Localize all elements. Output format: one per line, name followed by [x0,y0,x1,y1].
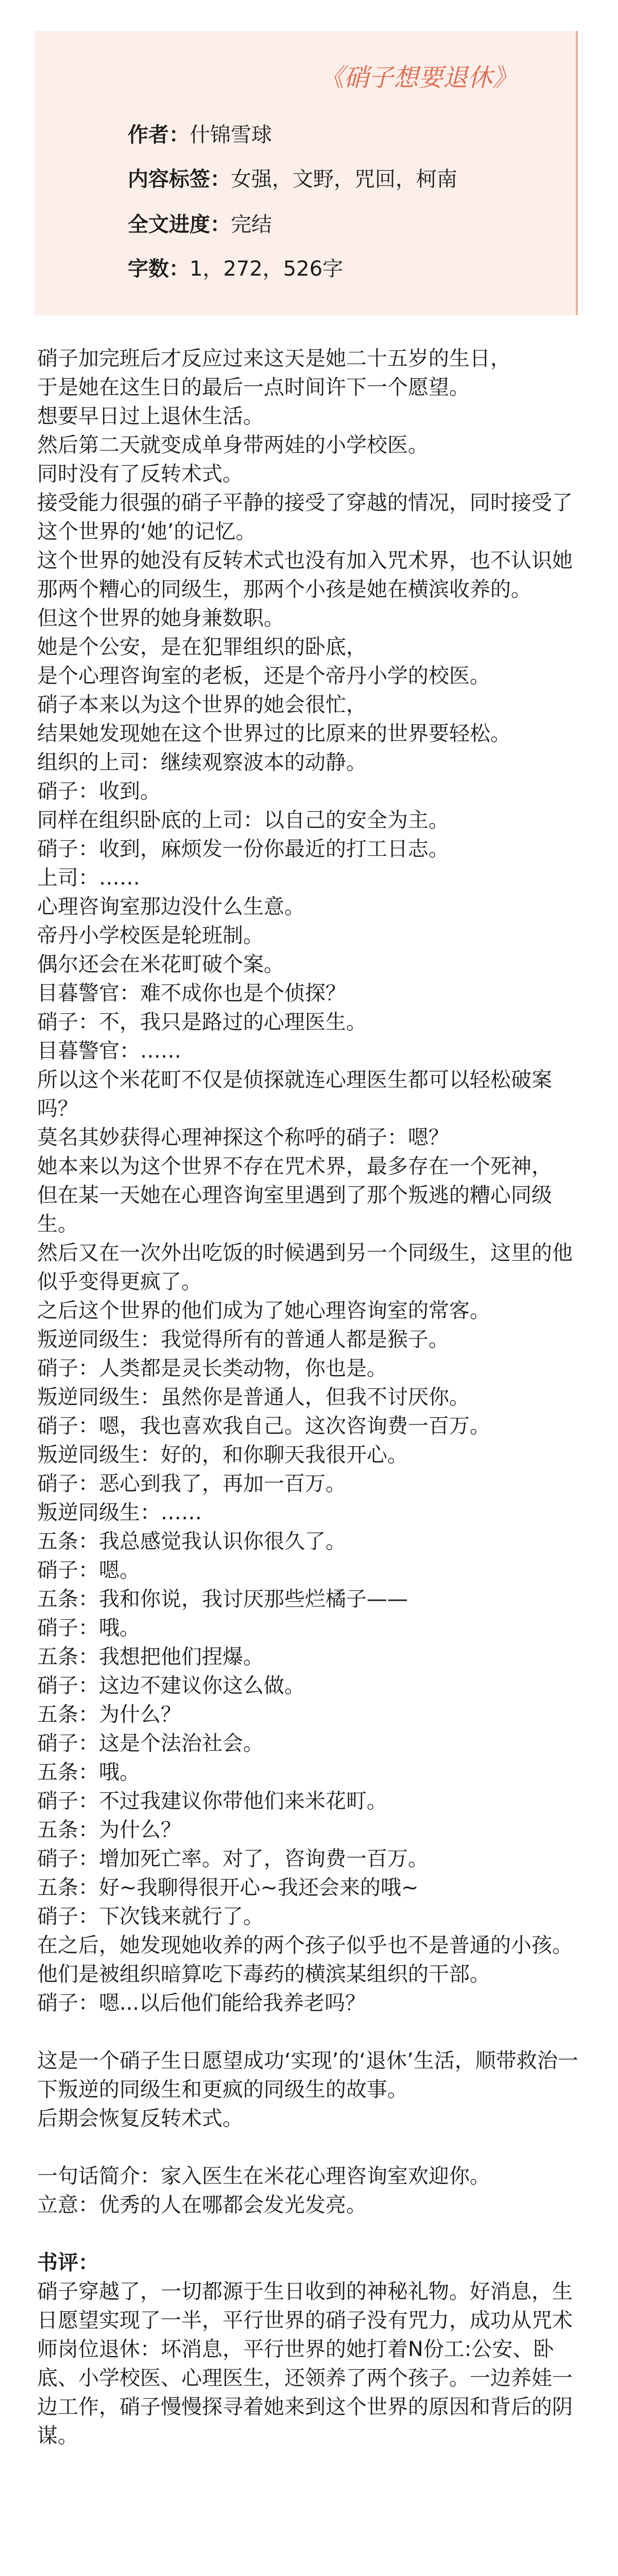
paragraph-gap [37,2133,587,2162]
article-line: 接受能力很强的硝子平静的接受了穿越的情况，同时接受了这个世界的‘她’的记忆。 [37,491,573,544]
progress-row [128,209,550,240]
article-line: 硝子穿越了，一切都源于生日收到的神秘礼物。好消息，生日愿望实现了一半，平行世界的硝子没有咒力，成功从咒术师岗位退休：坏消息，平行世界的她打着N份工:公安、卧底、小学校医、心理医生，还领养了两个孩子。一边养娃一边工作，硝子慢慢探寻着她来到这个世界的原因和背后的阴谋。 [37,2280,573,2448]
tags-value: 女强，文野，咒回，柯南 [231,167,457,191]
article-line: 这个世界的她没有反转术式也没有加入咒术界，也不认识她那两个糟心的同级生，那两个小孩是她在横滨收养的。 [37,549,573,601]
article-line: 硝子：这边不建议你这么做。 [37,1674,305,1698]
article-line: 组织的上司：继续观察波本的动静。 [37,751,367,774]
article-line: 所以这个米花町不仅是侦探就连心理医生都可以轻松破案吗？ [37,1068,552,1121]
article-line: 硝子：恶心到我了，再加一百万。 [37,1472,346,1496]
article-line: 硝子：不过我建议你带他们来米花町。 [37,1789,387,1813]
article-line: 硝子：不，我只是路过的心理医生。 [37,1010,367,1034]
article-line: 五条：我想把他们捏爆。 [37,1645,264,1669]
tags-label: 内容标签： [128,167,231,191]
article-line: 上司：…… [37,866,140,890]
tags-row [128,164,550,195]
article-line: 叛逆同级生：…… [37,1501,202,1524]
article-line: 同样在组织卧底的上司：以自己的安全为主。 [37,808,449,832]
author-label: 作者： [128,123,190,147]
article-line: 她本来以为这个世界不存在咒术界，最多存在一个死神， [37,1155,552,1178]
article-line: 硝子本来以为这个世界的她会很忙， [37,693,367,717]
author-value: 什锦雪球 [190,123,272,147]
article-line: 硝子：嗯...以后他们能给我养老吗？ [37,1991,366,2015]
words-row [128,253,550,284]
article-line: 硝子：这是个法治社会。 [37,1732,264,1755]
article-line: 硝子：哦。 [37,1616,140,1640]
article-line: 硝子加完班后才反应过来这天是她二十五岁的生日， [37,347,511,370]
article-line: 她是个公安，是在犯罪组织的卧底， [37,635,367,659]
article-line: 五条：我和你说，我讨厌那些烂橘子—— [37,1587,408,1611]
article-line: 莫名其妙获得心理神探这个称呼的硝子：嗯？ [37,1126,449,1149]
article-line: 后期会恢复反转术式。 [37,2107,243,2130]
article-line: 想要早日过上退休生活。 [37,404,264,428]
article-line: 于是她在这生日的最后一点时间许下一个愿望。 [37,376,470,399]
progress-label: 全文进度： [128,213,231,236]
article-line: 硝子：下次钱来就行了。 [37,1905,264,1928]
article-line: 硝子：嗯。 [37,1558,140,1582]
article-line: 然后又在一次外出吃饭的时候遇到另一个同级生，这里的他似乎变得更疯了。 [37,1241,573,1294]
article-line: 心理咨询室那边没什么生意。 [37,895,305,919]
article-line: 硝子：嗯，我也喜欢我自己。这次咨询费一百万。 [37,1414,490,1438]
article-line: 五条：为什么？ [37,1703,181,1726]
article-line: 硝子：收到。 [37,779,161,803]
article-line: 五条：好~我聊得很开心~我还会来的哦~ [37,1876,419,1900]
article-line: 他们是被组织暗算吃下毒药的横滨某组织的干部。 [37,1962,490,1986]
article-line: 叛逆同级生：好的，和你聊天我很开心。 [37,1443,408,1467]
article-line: 这是一个硝子生日愿望成功‘实现’的‘退休’生活，顺带救治一下叛逆的同级生和更疯的同级生的故事。 [37,2049,578,2102]
book-title: 《硝子想要退休》 [319,63,518,92]
article-line: 但在某一天她在心理咨询室里遇到了那个叛逃的糟心同级生。 [37,1183,552,1236]
article-line: 目暮警官：…… [37,1039,181,1063]
book-info-card [35,31,578,315]
article-line: 立意：优秀的人在哪都会发光发亮。 [37,2193,367,2217]
article-line: 五条：我总感觉我认识你很久了。 [37,1530,346,1553]
article-line: 硝子：增加死亡率。对了，咨询费一百万。 [37,1847,428,1871]
article-line: 目暮警官：难不成你也是个侦探？ [37,981,346,1005]
article-line: 之后这个世界的他们成为了她心理咨询室的常客。 [37,1299,490,1323]
words-value: 1，272，526字 [190,257,344,281]
article-line: 同时没有了反转术式。 [37,462,243,486]
author-row [128,120,550,150]
article-line: 五条：为什么？ [37,1818,181,1842]
article-line: 五条：哦。 [37,1760,140,1784]
progress-value: 完结 [231,213,272,236]
paragraph-gap [37,2219,587,2248]
paragraph-gap [37,2018,587,2046]
article-line: 叛逆同级生：我觉得所有的普通人都是猴子。 [37,1328,449,1351]
article-line: 偶尔还会在米花町破个案。 [37,953,284,976]
article-body [37,344,587,2450]
article-line: 是个心理咨询室的老板，还是个帝丹小学的校医。 [37,664,490,688]
article-line: 硝子：人类都是灵长类动物，你也是。 [37,1357,387,1380]
article-line: 在之后，她发现她收养的两个孩子似乎也不是普通的小孩。 [37,1934,573,1957]
words-label: 字数： [128,257,190,281]
article-line: 一句话简介：家入医生在米花心理咨询室欢迎你。 [37,2164,490,2188]
article-line: 但这个世界的她身兼数职。 [37,606,284,630]
article-line: 硝子：收到，麻烦发一份你最近的打工日志。 [37,837,449,861]
article-line: 叛逆同级生：虽然你是普通人，但我不讨厌你。 [37,1385,470,1409]
article-line: 帝丹小学校医是轮班制。 [37,924,264,947]
article-line: 书评： [37,2251,99,2275]
article-line: 然后第二天就变成单身带两娃的小学校医。 [37,433,428,457]
article-line: 结果她发现她在这个世界过的比原来的世界要轻松。 [37,722,511,745]
